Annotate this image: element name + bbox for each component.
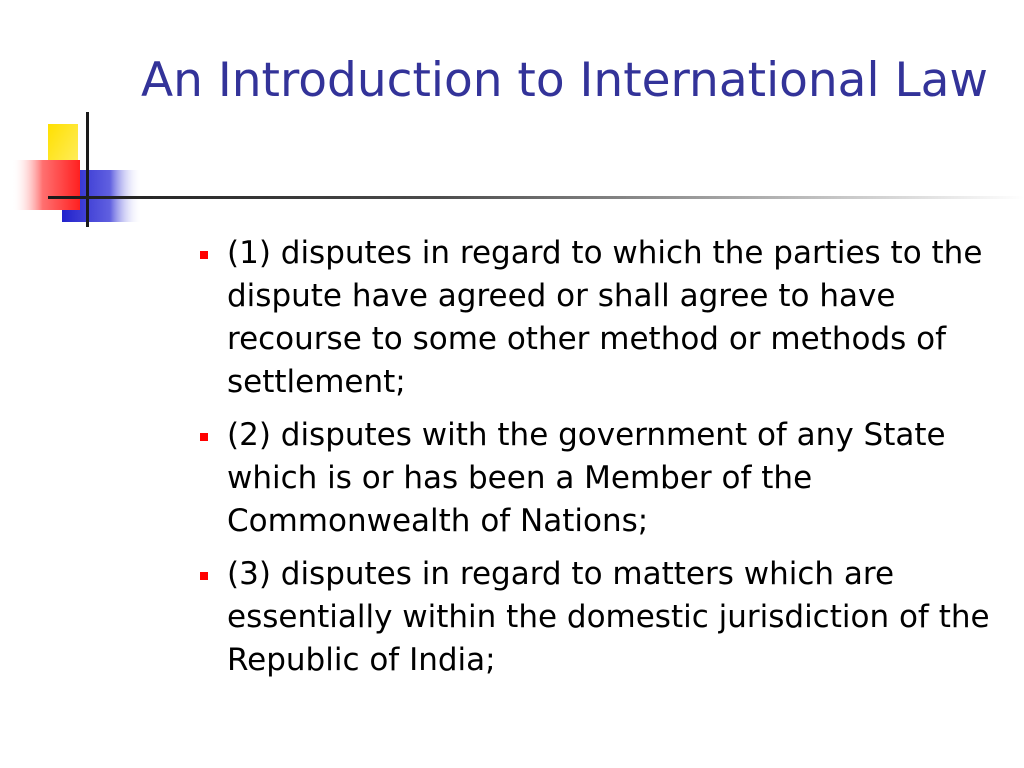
bullet-text: (2) disputes with the government of any State which is or has been a Member of the Commonwealth of Nations; [227, 417, 946, 539]
square-bullet-icon [200, 572, 208, 580]
title-divider [50, 196, 1024, 199]
logo-vertical-line [86, 112, 89, 227]
bullet-text: (3) disputes in regard to matters which are essentially within the domestic jurisdiction of the Republic of India; [227, 556, 990, 678]
square-bullet-icon [200, 251, 208, 259]
bullet-item [196, 232, 996, 404]
bullet-text: (1) disputes in regard to which the parties to the dispute have agreed or shall agree to have recourse to some other method or methods of settlement; [227, 235, 983, 400]
square-bullet-icon [200, 433, 208, 441]
decorative-squares-logo [0, 0, 150, 240]
bullet-list [196, 232, 996, 692]
bullet-item [196, 553, 996, 682]
slide-title: An Introduction to International Law [141, 53, 988, 108]
red-square [12, 160, 80, 210]
bullet-item [196, 414, 996, 543]
